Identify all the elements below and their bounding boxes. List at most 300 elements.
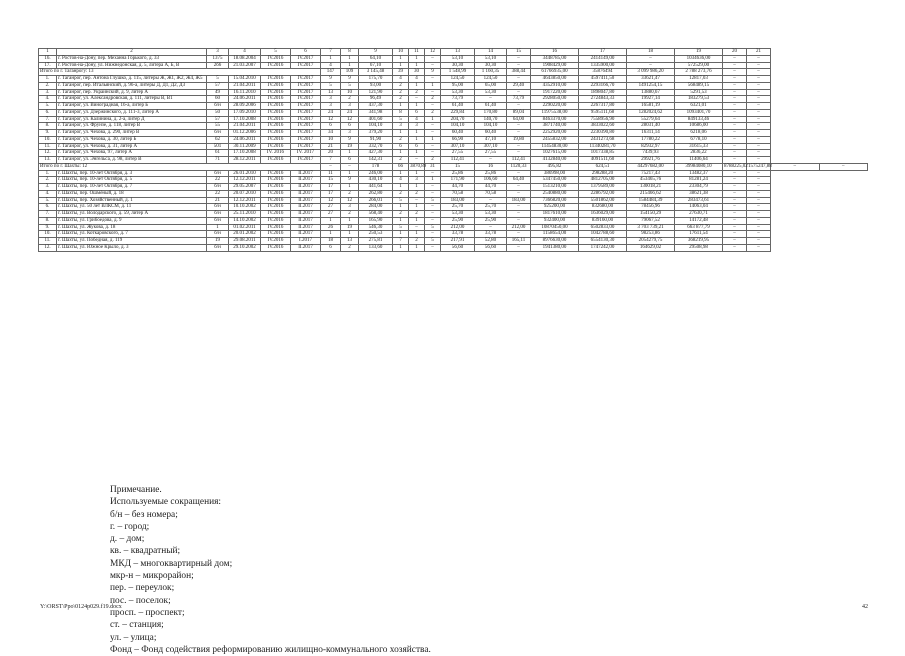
table-cell: – xyxy=(747,130,771,137)
table-cell: – xyxy=(723,82,747,89)
table-cell: 1 xyxy=(409,204,425,211)
table-cell: 1747242,00 xyxy=(579,244,627,251)
table-cell: 112,41 xyxy=(441,157,475,164)
table-cell: 5 xyxy=(425,197,441,204)
table-cell: 2293166,70 xyxy=(579,82,627,89)
table-row xyxy=(39,82,868,89)
table-cell: 22 xyxy=(207,190,229,197)
table-cell: II.2017 xyxy=(291,190,321,197)
address-cell: г. Таганрог, ул. Чехова, 97, литер А xyxy=(57,150,207,157)
table-cell: IV.2016 xyxy=(261,238,291,245)
table-cell: 25,90 xyxy=(441,217,475,224)
subtotal-cell: 16 xyxy=(475,163,507,170)
table-cell: 7366820,00 xyxy=(531,197,579,204)
table-cell: – xyxy=(723,76,747,83)
table-cell: 2431273,68 xyxy=(579,136,627,143)
table-cell: 298288,20 xyxy=(579,170,627,177)
table-cell: 2455832,00 xyxy=(531,136,579,143)
table-cell: 27,55 xyxy=(441,150,475,157)
table-cell: 2 xyxy=(409,89,425,96)
table-cell: 430,10 xyxy=(359,177,393,184)
table-cell: 175,70 xyxy=(359,76,393,83)
table-cell: 1 xyxy=(321,231,341,238)
table-cell: 6554130,30 xyxy=(579,238,627,245)
table-cell: 3. xyxy=(39,89,57,96)
table-cell: 17.09.2010 xyxy=(229,109,261,116)
table-cell: – xyxy=(425,103,441,110)
table-cell: 839160,00 xyxy=(579,217,627,224)
table-cell: 12.12.2011 xyxy=(229,177,261,184)
table-cell: 2 xyxy=(425,109,441,116)
table-cell: – xyxy=(723,211,747,218)
table-cell: 5 xyxy=(321,82,341,89)
table-cell: – xyxy=(723,143,747,150)
table-cell: 3 xyxy=(409,177,425,184)
table-cell: 1379589,00 xyxy=(579,184,627,191)
table-row xyxy=(39,211,868,218)
table-cell: 17611,54 xyxy=(675,231,723,238)
table-row xyxy=(39,224,868,231)
table-cell: II.2017 xyxy=(291,217,321,224)
table-cell: 1513210,00 xyxy=(531,184,579,191)
table-cell: 170,80 xyxy=(475,109,507,116)
table-cell: 55279,64 xyxy=(627,116,675,123)
table-cell: I.2017 xyxy=(291,238,321,245)
subtotal-cell: – xyxy=(723,69,747,76)
table-cell: 50 xyxy=(207,109,229,116)
header-cell: 16 xyxy=(531,49,579,56)
table-cell: 34 xyxy=(321,130,341,137)
page-number: 42 xyxy=(862,604,868,610)
table-cell: 4 xyxy=(409,116,425,123)
table-cell: – xyxy=(627,62,675,69)
table-cell: 49 xyxy=(207,89,229,96)
table-header-row xyxy=(39,49,868,56)
table-cell: – xyxy=(723,170,747,177)
table-cell: 21 xyxy=(321,143,341,150)
table-cell: 53,30 xyxy=(475,89,507,96)
table-row xyxy=(39,55,868,62)
table-cell: б/н xyxy=(207,211,229,218)
table-cell: 5 xyxy=(425,224,441,231)
table-cell: IV.2016 xyxy=(261,82,291,89)
table-cell: 106,60 xyxy=(475,177,507,184)
table-cell: 33,78 xyxy=(441,231,475,238)
table-cell: 1 xyxy=(425,136,441,143)
table-cell: 283473,61 xyxy=(675,197,723,204)
table-cell: 55 xyxy=(207,123,229,130)
table-cell: 24.06.2011 xyxy=(229,136,261,143)
table-cell: 13. xyxy=(39,157,57,164)
table-cell: 925200,00 xyxy=(531,204,579,211)
table-cell: – xyxy=(507,150,531,157)
subtotal-cell: 61766935,00 xyxy=(531,69,579,76)
table-cell: – xyxy=(747,116,771,123)
table-cell: 3 xyxy=(341,103,359,110)
table-cell: 401,60 xyxy=(359,116,393,123)
table-cell: – xyxy=(475,96,507,103)
table-cell: 21.04.2011 xyxy=(229,82,261,89)
table-cell: 104,10 xyxy=(475,123,507,130)
table-row xyxy=(39,177,868,184)
table-cell: – xyxy=(747,109,771,116)
table-cell: 154150,29 xyxy=(627,211,675,218)
table-cell: 1 xyxy=(393,103,409,110)
table-cell: 25,86 xyxy=(441,170,475,177)
table-cell: 78456,96 xyxy=(627,204,675,211)
address-cell: г. Ростов-на-Дону, ул. Нижнедонская, д. 5, литера А, Б, В xyxy=(57,62,207,69)
table-cell: – xyxy=(425,143,441,150)
table-cell: IV.2016 xyxy=(261,123,291,130)
table-cell: IV.2016 xyxy=(261,89,291,96)
subtotal-cell: 1120,33 xyxy=(507,163,531,170)
table-cell: – xyxy=(425,211,441,218)
table-cell: – xyxy=(747,96,771,103)
table-cell: 13482,37 xyxy=(675,170,723,177)
table-cell: 26 xyxy=(321,224,341,231)
table-row xyxy=(39,150,868,157)
table-cell: 1. xyxy=(39,76,57,83)
table-cell: II.2017 xyxy=(291,170,321,177)
table-cell: 53,10 xyxy=(441,55,475,62)
table-cell: 61,40 xyxy=(441,103,475,110)
table-cell: II.2017 xyxy=(291,177,321,184)
table-cell: 12 xyxy=(321,197,341,204)
table-cell: 341,98 xyxy=(359,109,393,116)
table-cell: 246,00 xyxy=(359,170,393,177)
table-cell: 2б6 xyxy=(207,62,229,69)
address-cell: г. Таганрог, ул. Фрунзе, д. 118, литер В xyxy=(57,123,207,130)
abbreviation-line: кв. – квадратный; xyxy=(110,546,181,557)
table-cell: 44,70 xyxy=(475,184,507,191)
table-cell: – xyxy=(723,103,747,110)
header-cell: 11 xyxy=(409,49,425,56)
table-cell: – xyxy=(409,224,425,231)
table-cell: – xyxy=(723,244,747,251)
table-row xyxy=(39,62,868,69)
table-cell: 2 xyxy=(409,238,425,245)
table-cell: 70,58 xyxy=(475,190,507,197)
table-cell: – xyxy=(723,217,747,224)
table-cell: 1817610,00 xyxy=(531,211,579,218)
table-cell: б/н xyxy=(207,130,229,137)
table-cell: 11406,64 xyxy=(675,157,723,164)
table-cell: 12 xyxy=(341,116,359,123)
table-cell: 17.10.2008 xyxy=(229,150,261,157)
subtotal-cell: 624,51 xyxy=(579,163,627,170)
table-cell: 262,80 xyxy=(359,190,393,197)
table-cell: IV.2016 xyxy=(261,96,291,103)
table-cell: IV.2017 xyxy=(291,62,321,69)
table-cell: 1 xyxy=(393,231,409,238)
table-cell: 437,30 xyxy=(359,103,393,110)
table-cell: – xyxy=(747,55,771,62)
table-cell: 17780,22 xyxy=(627,136,675,143)
table-cell: б/н xyxy=(207,244,229,251)
table-cell: – xyxy=(723,184,747,191)
table-cell: 1 xyxy=(207,224,229,231)
table-cell: 1 xyxy=(425,116,441,123)
table-cell: 21.03.2007 xyxy=(229,62,261,69)
subtotal-label: Итого по г. Шахты: 12 xyxy=(39,163,321,170)
table-cell: 130018,21 xyxy=(627,184,675,191)
table-cell: 2 xyxy=(341,244,359,251)
header-cell: 20 xyxy=(723,49,747,56)
table-cell: 66,90 xyxy=(441,136,475,143)
table-row xyxy=(39,103,868,110)
table-cell: IV.2017 xyxy=(291,103,321,110)
table-cell: 18.08.2004 xyxy=(229,55,261,62)
table-cell: 1 xyxy=(393,62,409,69)
table-cell: IV.2016 xyxy=(261,76,291,83)
address-cell: г. Таганрог, ул. Александровская, д. 111, литеры В, В1 xyxy=(57,96,207,103)
table-cell: – xyxy=(425,150,441,157)
table-cell: 30,30 xyxy=(475,62,507,69)
table-cell: – xyxy=(723,62,747,69)
table-cell: 1 xyxy=(393,217,409,224)
table-cell: 2. xyxy=(39,82,57,89)
address-cell: г. Шахты, ул. Коткаровского, д. 7 xyxy=(57,231,207,238)
table-cell: 9 xyxy=(321,76,341,83)
table-cell: IV.2016 xyxy=(261,190,291,197)
table-cell: 28.09.2006 xyxy=(229,103,261,110)
table-cell: б/н xyxy=(207,231,229,238)
table-cell: 89,04 xyxy=(507,109,531,116)
table-cell: 1 xyxy=(341,55,359,62)
table-cell: 11454830,00 xyxy=(531,143,579,150)
table-cell: 3448785,00 xyxy=(531,55,579,62)
table-cell: 3 xyxy=(393,123,409,130)
table-cell: IV.2016 xyxy=(261,211,291,218)
table-cell: 6321,01 xyxy=(675,103,723,110)
housing-table xyxy=(38,48,868,252)
table-cell: 38621,38 xyxy=(675,190,723,197)
table-cell: 1375 xyxy=(207,55,229,62)
subtotal-cell: – xyxy=(771,163,820,170)
table-cell: 2 xyxy=(393,82,409,89)
subtotal-cell: 388,44 xyxy=(507,69,531,76)
table-cell: 7. xyxy=(39,116,57,123)
table-cell: IV.2017 xyxy=(291,143,321,150)
address-cell: г. Таганрог, пер. Итальянский, д. 96-а, литеры Д, Д1, Д2, Д3 xyxy=(57,82,207,89)
table-cell: 2724843,33 xyxy=(579,96,627,103)
table-cell: 60,40 xyxy=(441,130,475,137)
table-cell: 14172,48 xyxy=(675,217,723,224)
table-cell: 112,41 xyxy=(507,157,531,164)
subtotal-cell: 3 145,48 xyxy=(359,69,393,76)
table-cell: 24.06.2011 xyxy=(229,96,261,103)
header-cell: 3 xyxy=(207,49,229,56)
table-cell: 53,10 xyxy=(475,55,507,62)
table-cell: – xyxy=(507,217,531,224)
header-cell: 6 xyxy=(291,49,321,56)
table-cell: 96,49 xyxy=(359,96,393,103)
table-cell: – xyxy=(723,130,747,137)
table-cell: – xyxy=(475,197,507,204)
table-cell: 29.10.2002 xyxy=(229,244,261,251)
table-cell: IV.2016 xyxy=(261,170,291,177)
table-cell: – xyxy=(723,123,747,130)
table-cell: 1 xyxy=(409,136,425,143)
table-cell: IV.2016 xyxy=(261,197,291,204)
table-cell: 19 xyxy=(341,143,359,150)
table-cell: 8. xyxy=(39,123,57,130)
table-cell: 13 xyxy=(341,238,359,245)
table-cell: 28.12.2011 xyxy=(229,157,261,164)
address-cell: г. Шахты, пер. Хозяйственный, д. 1 xyxy=(57,197,207,204)
table-cell: 1 xyxy=(409,184,425,191)
table-cell: – xyxy=(425,190,441,197)
table-cell: – xyxy=(723,190,747,197)
table-cell: 1908429,00 xyxy=(531,62,579,69)
table-cell: – xyxy=(425,184,441,191)
table-cell: 20.01.2002 xyxy=(229,231,261,238)
table-cell: II.2017 xyxy=(291,211,321,218)
table-cell: 71 xyxy=(207,157,229,164)
table-cell: – xyxy=(723,136,747,143)
table-cell: 3 xyxy=(409,123,425,130)
table-cell: 1 xyxy=(393,130,409,137)
table-cell: 14063,04 xyxy=(675,204,723,211)
table-cell: – xyxy=(425,170,441,177)
table-cell: 849133,46 xyxy=(675,116,723,123)
table-cell: б/н xyxy=(207,217,229,224)
table-cell: 27 xyxy=(321,204,341,211)
table-cell: 332,70 xyxy=(359,143,393,150)
table-cell: IV.2016 xyxy=(261,244,291,251)
table-cell: 217,91 xyxy=(441,238,475,245)
table-cell: 10870450,00 xyxy=(531,224,579,231)
table-cell: 2 xyxy=(341,211,359,218)
abbreviation-line: пос. – поселок; xyxy=(110,595,171,606)
table-cell: б/н xyxy=(207,184,229,191)
table-cell: IV.2016 xyxy=(261,217,291,224)
table-cell: 19,80 xyxy=(507,136,531,143)
table-cell: 215466,62 xyxy=(627,190,675,197)
table-cell: IV.2016 xyxy=(261,224,291,231)
table-cell: 4352910,00 xyxy=(531,82,579,89)
header-cell: 13 xyxy=(441,49,475,56)
table-cell: 1491254,15 xyxy=(627,82,675,89)
table-cell: 12 xyxy=(321,116,341,123)
table-row xyxy=(39,204,868,211)
table-cell: 01.12.2006 xyxy=(229,130,261,137)
table-row xyxy=(39,96,868,103)
table-cell: – xyxy=(507,62,531,69)
table-cell: 4597411,50 xyxy=(579,76,627,83)
table-cell: 1093401,70 xyxy=(675,109,723,116)
table-cell: 1. xyxy=(39,170,57,177)
footer-file-path: Y:\ORST\Ppo\0124p029.f19.docx xyxy=(40,604,122,610)
header-cell: 2 xyxy=(57,49,207,56)
address-cell: г. Шахты, ул. 50 лет ВЛКСМ, д. 11 xyxy=(57,204,207,211)
table-cell: 3 xyxy=(341,204,359,211)
header-cell: 12 xyxy=(425,49,441,56)
subtotal-cell: 15 xyxy=(441,163,475,170)
table-cell: 7 xyxy=(393,238,409,245)
table-cell: 1 xyxy=(409,231,425,238)
abbreviation-line: Используемые сокращения: xyxy=(110,497,222,508)
table-cell: 441,64 xyxy=(359,184,393,191)
table-cell: 5347450,00 xyxy=(531,177,579,184)
table-cell: 2267317,80 xyxy=(579,103,627,110)
abbreviation-line: ст. – станция; xyxy=(110,620,164,631)
table-cell: 8976630,00 xyxy=(531,238,579,245)
table-cell: 1282024,62 xyxy=(627,109,675,116)
table-cell: б/н xyxy=(207,103,229,110)
table-cell: 379,20 xyxy=(359,130,393,137)
table-cell: 91,90 xyxy=(359,136,393,143)
table-cell: 6. xyxy=(39,204,57,211)
table-cell: – xyxy=(747,76,771,83)
address-cell: г. Шахты, ул. Володарского, д. 59, литер А xyxy=(57,211,207,218)
table-cell: IV.2016 xyxy=(261,184,291,191)
table-cell: IV.2017 xyxy=(291,89,321,96)
subtotal-row xyxy=(39,69,868,76)
subtotal-cell: 30 xyxy=(409,69,425,76)
table-cell: 6 xyxy=(341,123,359,130)
table-cell: – xyxy=(723,96,747,103)
table-cell: 29,40 xyxy=(507,82,531,89)
address-cell: г. Шахты, пер. 10-лет Октября, д. 7 xyxy=(57,184,207,191)
table-cell: 2 xyxy=(393,136,409,143)
table-cell: 9. xyxy=(39,224,57,231)
subtotal-cell: 1 548,99 xyxy=(441,69,475,76)
table-cell: 6 xyxy=(341,157,359,164)
table-cell: 13 xyxy=(321,89,341,96)
subtotal-cell: 31 xyxy=(425,163,441,170)
table-cell: IV.2017 xyxy=(291,76,321,83)
header-cell: 17 xyxy=(579,49,627,56)
table-cell: 33621,47 xyxy=(627,76,675,83)
table-cell: 183,00 xyxy=(441,197,475,204)
subtotal-cell: 147 xyxy=(321,69,341,76)
table-cell: – xyxy=(425,55,441,62)
address-cell: г. Шахты, пер. 10-лет Октября, д. 3 xyxy=(57,170,207,177)
table-cell: 20 xyxy=(321,150,341,157)
table-cell: 2 xyxy=(393,190,409,197)
table-cell: 16581,19 xyxy=(627,103,675,110)
table-cell: 832680,00 xyxy=(579,204,627,211)
table-cell: 1 xyxy=(341,184,359,191)
table-cell: 17.10.2008 xyxy=(229,116,261,123)
table-cell: – xyxy=(723,157,747,164)
table-cell: 171,90 xyxy=(441,177,475,184)
table-cell: 5 xyxy=(393,116,409,123)
table-cell: 53,30 xyxy=(441,211,475,218)
table-cell: 19927,14 xyxy=(627,96,675,103)
table-cell: 2290220,00 xyxy=(531,103,579,110)
table-cell: – xyxy=(425,231,441,238)
table-cell: – xyxy=(425,244,441,251)
table-cell: 572529,00 xyxy=(675,62,723,69)
table-row xyxy=(39,231,868,238)
header-cell: 9 xyxy=(359,49,393,56)
address-cell: г. Таганрог, ул. Энгельса, д. 98, литер В xyxy=(57,157,207,164)
header-cell: 15 xyxy=(507,49,531,56)
table-cell: 140,70 xyxy=(475,116,507,123)
table-cell: II.2017 xyxy=(291,231,321,238)
table-cell: – xyxy=(747,123,771,130)
table-cell: – xyxy=(507,143,531,150)
table-cell: 4 xyxy=(409,76,425,83)
table-cell: – xyxy=(723,89,747,96)
table-cell: – xyxy=(723,238,747,245)
table-cell: – xyxy=(723,231,747,238)
table-row xyxy=(39,89,868,96)
address-cell: г. Таганрог, ул. Чехова, д. 31, литер А xyxy=(57,143,207,150)
table-cell: 2 xyxy=(425,157,441,164)
